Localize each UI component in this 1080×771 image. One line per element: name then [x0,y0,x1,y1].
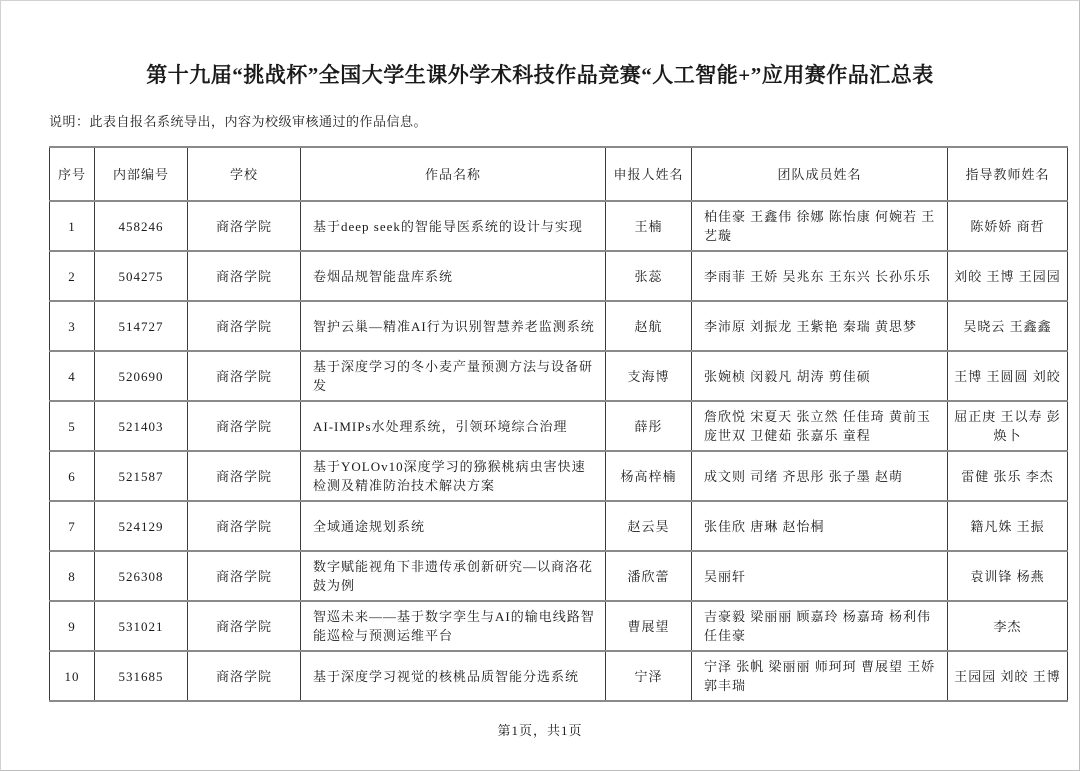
cell-internal-id: 504275 [95,251,188,301]
col-header-school: 学校 [188,147,301,201]
cell-team-members: 张婉桢 闵毅凡 胡涛 剪佳硕 [692,351,948,401]
cell-seq: 2 [50,251,95,301]
cell-school: 商洛学院 [188,651,301,701]
works-summary-table [49,146,1068,702]
cell-work-title: 数字赋能视角下非遗传承创新研究—以商洛花鼓为例 [301,551,606,601]
table-header-row [50,147,1068,201]
cell-internal-id: 514727 [95,301,188,351]
table-row [50,301,1068,351]
cell-advisors: 屈正庚 王以寿 彭焕卜 [948,401,1068,451]
cell-school: 商洛学院 [188,601,301,651]
cell-team-members: 詹欣悦 宋夏天 张立然 任佳琦 黄前玉 庞世双 卫健茹 张嘉乐 童程 [692,401,948,451]
cell-advisors: 王园园 刘皎 王博 [948,651,1068,701]
cell-advisors: 籍凡姝 王振 [948,501,1068,551]
cell-internal-id: 521403 [95,401,188,451]
page-title: 第十九届“挑战杯”全国大学生课外学术科技作品竞赛“人工智能+”应用赛作品汇总表 [146,63,934,87]
cell-team-members: 张佳欣 唐琳 赵怡桐 [692,501,948,551]
cell-work-title: 智巡未来——基于数字孪生与AI的输电线路智能巡检与预测运维平台 [301,601,606,651]
col-header-work-title: 作品名称 [301,147,606,201]
table-row [50,551,1068,601]
cell-seq: 6 [50,451,95,501]
cell-applicant: 潘欣蕾 [606,551,692,601]
cell-school: 商洛学院 [188,451,301,501]
col-header-internal-id: 内部编号 [95,147,188,201]
cell-team-members: 宁泽 张帆 梁丽丽 师珂珂 曹展望 王娇 郭丰瑞 [692,651,948,701]
cell-advisors: 王博 王圆圆 刘皎 [948,351,1068,401]
cell-advisors: 雷健 张乐 李杰 [948,451,1068,501]
table-row [50,501,1068,551]
col-header-applicant: 申报人姓名 [606,147,692,201]
cell-team-members: 吉豪毅 梁丽丽 顾嘉玲 杨嘉琦 杨利伟 任佳豪 [692,601,948,651]
table-header [50,147,1068,201]
cell-applicant: 支海博 [606,351,692,401]
cell-school: 商洛学院 [188,401,301,451]
col-header-seq: 序号 [50,147,95,201]
cell-seq: 10 [50,651,95,701]
cell-team-members: 李沛原 刘振龙 王紫艳 秦瑞 黄思梦 [692,301,948,351]
cell-team-members: 吴丽轩 [692,551,948,601]
table-row [50,201,1068,251]
cell-internal-id: 521587 [95,451,188,501]
page-number: 第1页，共1页 [497,723,583,738]
cell-seq: 3 [50,301,95,351]
cell-applicant: 宁泽 [606,651,692,701]
cell-internal-id: 520690 [95,351,188,401]
table-row [50,651,1068,701]
cell-seq: 9 [50,601,95,651]
cell-applicant: 曹展望 [606,601,692,651]
cell-work-title: 智护云巢—精准AI行为识别智慧养老监测系统 [301,301,606,351]
cell-applicant: 赵云昊 [606,501,692,551]
cell-internal-id: 531021 [95,601,188,651]
cell-work-title: 基于深度学习视觉的核桃品质智能分选系统 [301,651,606,701]
cell-school: 商洛学院 [188,251,301,301]
cell-internal-id: 524129 [95,501,188,551]
cell-seq: 1 [50,201,95,251]
cell-advisors: 吴晓云 王鑫鑫 [948,301,1068,351]
note-text: 说明：此表自报名系统导出，内容为校级审核通过的作品信息。 [49,114,428,129]
cell-school: 商洛学院 [188,501,301,551]
cell-work-title: AI-IMIPs水处理系统，引领环境综合治理 [301,401,606,451]
table-row [50,351,1068,401]
cell-team-members: 成文则 司绪 齐思彤 张子墨 赵萌 [692,451,948,501]
cell-school: 商洛学院 [188,551,301,601]
cell-seq: 4 [50,351,95,401]
cell-applicant: 杨高梓楠 [606,451,692,501]
col-header-advisors: 指导教师姓名 [948,147,1068,201]
cell-seq: 8 [50,551,95,601]
cell-work-title: 卷烟品规智能盘库系统 [301,251,606,301]
cell-work-title: 基于深度学习的冬小麦产量预测方法与设备研发 [301,351,606,401]
cell-school: 商洛学院 [188,301,301,351]
cell-work-title: 全域通途规划系统 [301,501,606,551]
table-row [50,251,1068,301]
cell-advisors: 李杰 [948,601,1068,651]
cell-applicant: 赵航 [606,301,692,351]
cell-work-title: 基于deep seek的智能导医系统的设计与实现 [301,201,606,251]
cell-internal-id: 458246 [95,201,188,251]
cell-seq: 5 [50,401,95,451]
cell-team-members: 李雨菲 王娇 吴兆东 王东兴 长孙乐乐 [692,251,948,301]
cell-seq: 7 [50,501,95,551]
table-row [50,601,1068,651]
cell-applicant: 薛彤 [606,401,692,451]
cell-team-members: 柏佳豪 王鑫伟 徐娜 陈怡康 何婉若 王艺璇 [692,201,948,251]
cell-school: 商洛学院 [188,201,301,251]
cell-work-title: 基于YOLOv10深度学习的猕猴桃病虫害快速检测及精准防治技术解决方案 [301,451,606,501]
cell-applicant: 王楠 [606,201,692,251]
cell-school: 商洛学院 [188,351,301,401]
col-header-team-members: 团队成员姓名 [692,147,948,201]
cell-advisors: 刘皎 王博 王园园 [948,251,1068,301]
table-row [50,401,1068,451]
table-body [50,201,1068,701]
cell-applicant: 张蕊 [606,251,692,301]
cell-advisors: 陈娇娇 商哲 [948,201,1068,251]
cell-advisors: 袁训锋 杨燕 [948,551,1068,601]
table-row [50,451,1068,501]
cell-internal-id: 526308 [95,551,188,601]
cell-internal-id: 531685 [95,651,188,701]
